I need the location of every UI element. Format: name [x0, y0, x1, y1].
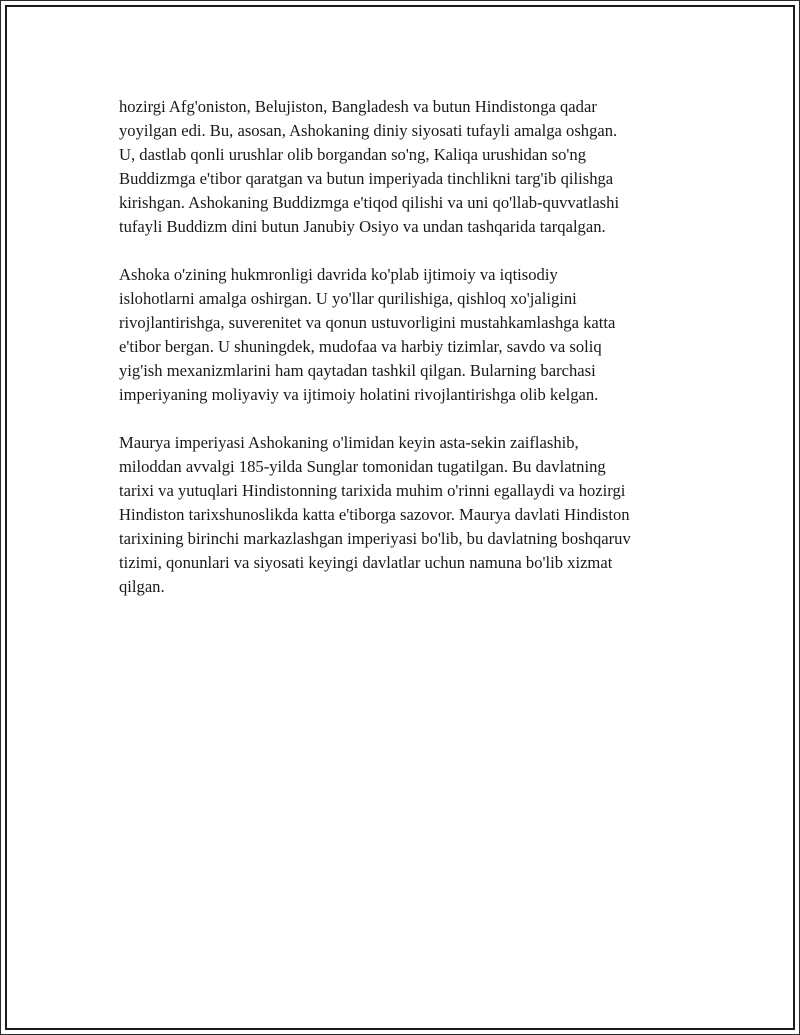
paragraph-2 [119, 263, 691, 407]
text-line: Ashoka o'zining hukmronligi davrida ko'plab ijtimoiy va iqtisodiy [119, 265, 558, 284]
text-line: Buddizmga e'tibor qaratgan va butun imperiyada tinchlikni targ'ib qilishga [119, 169, 614, 188]
paragraph-3 [119, 431, 691, 599]
text-line: Maurya imperiyasi Ashokaning o'limidan keyin asta-sekin zaiflashib, [119, 433, 579, 452]
text-line: tarixining birinchi markazlashgan imperiyasi bo'lib, bu davlatning boshqaruv [119, 529, 631, 548]
document-body [119, 95, 691, 623]
text-line: tarixi va yutuqlari Hindistonning tarixida muhim o'rinni egallaydi va hozirgi [119, 481, 626, 500]
text-line: yig'ish mexanizmlarini ham qaytadan tashkil qilgan. Bularning barchasi [119, 361, 596, 380]
text-line: hozirgi Afg'oniston, Belujiston, Bangladesh va butun Hindistonga qadar [119, 97, 597, 116]
text-line: yoyilgan edi. Bu, asosan, Ashokaning diniy siyosati tufayli amalga oshgan. [119, 121, 618, 140]
paragraph-1 [119, 95, 691, 239]
text-line: qilgan. [119, 577, 165, 596]
text-line: rivojlantirishga, suverenitet va qonun ustuvorligini mustahkamlashga katta [119, 313, 616, 332]
text-line: tufayli Buddizm dini butun Janubiy Osiyo va undan tashqarida tarqalgan. [119, 217, 606, 236]
text-line: e'tibor bergan. U shuningdek, mudofaa va harbiy tizimlar, savdo va soliq [119, 337, 602, 356]
text-line: miloddan avvalgi 185-yilda Sunglar tomonidan tugatilgan. Bu davlatning [119, 457, 606, 476]
text-line: tizimi, qonunlari va siyosati keyingi davlatlar uchun namuna bo'lib xizmat [119, 553, 613, 572]
text-line: kirishgan. Ashokaning Buddizmga e'tiqod qilishi va uni qo'llab-quvvatlashi [119, 193, 620, 212]
text-line: islohotlarni amalga oshirgan. U yo'llar qurilishiga, qishloq xo'jaligini [119, 289, 577, 308]
text-line: imperiyaning moliyaviy va ijtimoiy holatini rivojlantirishga olib kelgan. [119, 385, 599, 404]
text-line: Hindiston tarixshunoslikda katta e'tiborga sazovor. Maurya davlati Hindiston [119, 505, 630, 524]
text-line: U, dastlab qonli urushlar olib borgandan so'ng, Kaliqa urushidan so'ng [119, 145, 587, 164]
